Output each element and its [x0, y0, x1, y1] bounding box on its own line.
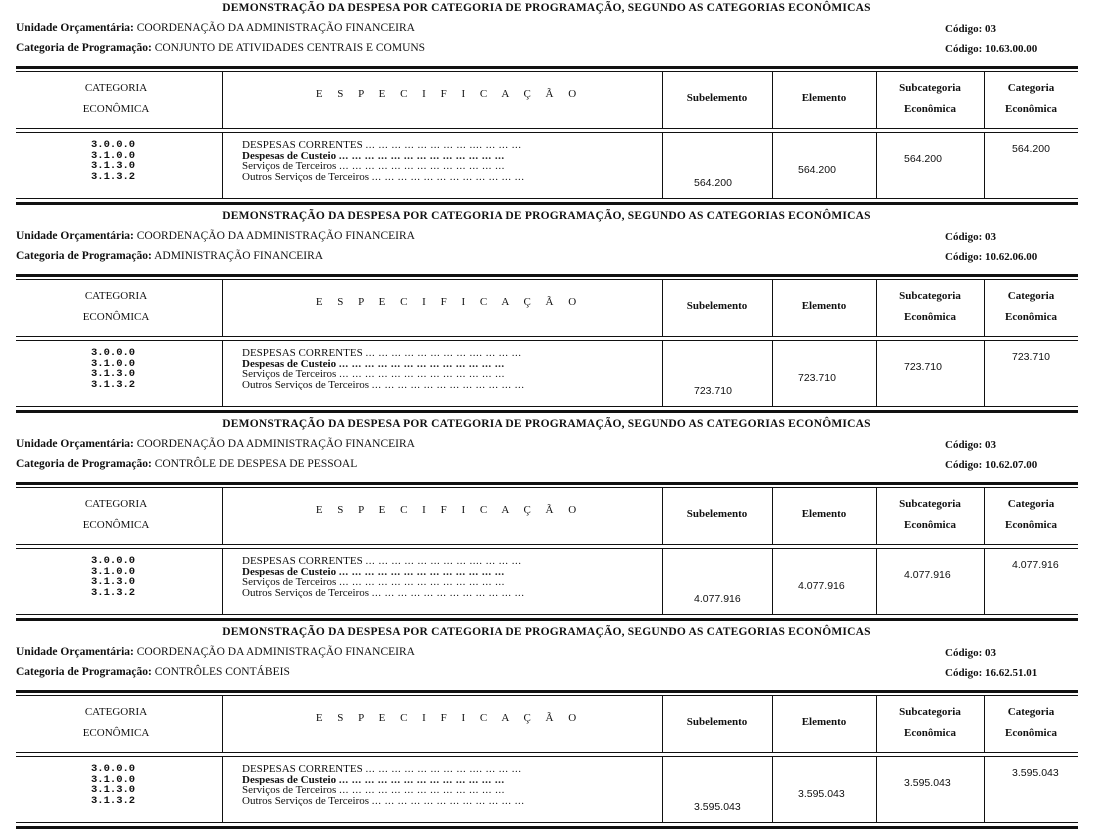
expense-table — [16, 274, 1078, 414]
budget-unit-label: Unidade Orçamentária: — [16, 22, 134, 34]
table-bottom-rule-inner — [16, 198, 1078, 199]
budget-unit-value: COORDENAÇÃO DA ADMINISTRAÇÃO FINANCEIRA — [136, 230, 415, 242]
section-title: DEMONSTRAÇÃO DA DESPESA POR CATEGORIA DE PROGRAMAÇÃO, SEGUNDO AS CATEGORIAS ECONÔMICAS — [222, 2, 871, 14]
spec-line: Outros Serviços de Terceiros ... ... ... ... ... ... ... ... ... ... ... ... — [242, 171, 525, 182]
code-cell: 3.1.3.2 — [91, 378, 136, 391]
budget-unit-value: COORDENAÇÃO DA ADMINISTRAÇÃO FINANCEIRA — [136, 22, 415, 34]
column-divider — [984, 549, 985, 614]
programming-category-value: ADMINISTRAÇÃO FINANCEIRA — [154, 250, 324, 262]
programming-category-value: CONJUNTO DE ATIVIDADES CENTRAIS E COMUNS — [154, 42, 426, 54]
header-bottom-rule-inner — [16, 132, 1078, 133]
spec-line: Outros Serviços de Terceiros ... ... ... ... ... ... ... ... ... ... ... ... — [242, 795, 525, 806]
section-title: DEMONSTRAÇÃO DA DESPESA POR CATEGORIA DE PROGRAMAÇÃO, SEGUNDO AS CATEGORIAS ECONÔMICAS — [222, 626, 871, 638]
column-divider — [984, 757, 985, 822]
column-divider — [222, 549, 223, 614]
header-bottom-rule — [16, 752, 1078, 753]
spec-line: Serviços de Terceiros ... ... ... ... ... ... ... ... ... ... ... ... ... — [242, 577, 505, 588]
header-elemento: Elemento — [801, 508, 847, 520]
programming-code — [945, 667, 1037, 679]
header-categoria-economica-value: Categoria Econômica — [1005, 290, 1057, 323]
economic-category-codes — [91, 764, 151, 806]
spec-line: Despesas de Custeio ... ... ... ... ... ... ... ... ... ... ... ... ... — [242, 774, 505, 785]
unit-code — [945, 231, 996, 243]
programming-code-value: 16.62.51.01 — [985, 667, 1038, 679]
column-divider — [772, 133, 773, 198]
elemento-value: 3.595.043 — [798, 788, 845, 800]
subcategoria-value: 4.077.916 — [904, 569, 951, 581]
code-cell: 3.1.3.2 — [91, 794, 136, 807]
programming-code-label: Código: — [945, 43, 983, 55]
table-bottom-rule — [16, 826, 1078, 829]
subelemento-value: 564.200 — [694, 177, 732, 189]
column-divider — [984, 133, 985, 198]
subcategoria-value: 723.710 — [904, 361, 942, 373]
table-top-rule-inner — [16, 71, 1078, 72]
column-divider — [222, 488, 223, 544]
column-divider — [222, 280, 223, 336]
programming-code — [945, 43, 1037, 55]
categoria-value: 564.200 — [1012, 143, 1050, 155]
specification-lines — [242, 348, 668, 390]
table-top-rule — [16, 482, 1078, 485]
programming-category-label: Categoria de Programação: — [16, 666, 152, 678]
programming-category-value: CONTRÔLES CONTÁBEIS — [154, 666, 290, 678]
header-elemento: Elemento — [801, 92, 847, 104]
programming-category-line — [16, 250, 323, 262]
header-subelemento: Subelemento — [686, 300, 748, 312]
specification-lines — [242, 556, 668, 598]
programming-category-line — [16, 666, 290, 678]
header-subcategoria-economica: Subcategoria Econômica — [899, 706, 961, 739]
spec-line: Serviços de Terceiros ... ... ... ... ... ... ... ... ... ... ... ... ... — [242, 369, 505, 380]
budget-unit-line — [16, 438, 415, 450]
section-title: DEMONSTRAÇÃO DA DESPESA POR CATEGORIA DE PROGRAMAÇÃO, SEGUNDO AS CATEGORIAS ECONÔMICAS — [222, 418, 871, 430]
header-especificacao: E S P E C I F I C A Ç Ã O — [315, 712, 583, 724]
code-cell: 3.0.0.0 — [91, 555, 136, 567]
table-bottom-rule-inner — [16, 614, 1078, 615]
header-elemento: Elemento — [801, 716, 847, 728]
code-cell: 3.1.0.0 — [91, 565, 136, 578]
budget-unit-label: Unidade Orçamentária: — [16, 646, 134, 658]
economic-category-codes — [91, 556, 151, 598]
programming-category-line — [16, 42, 425, 54]
column-divider — [772, 549, 773, 614]
programming-code-label: Código: — [945, 459, 983, 471]
programming-code — [945, 459, 1037, 471]
table-top-rule-inner — [16, 279, 1078, 280]
header-bottom-rule — [16, 544, 1078, 545]
column-divider — [876, 341, 877, 406]
spec-line: Serviços de Terceiros ... ... ... ... ... ... ... ... ... ... ... ... ... — [242, 785, 505, 796]
code-cell: 3.1.3.2 — [91, 170, 136, 183]
table-bottom-rule — [16, 410, 1078, 413]
header-categoria-economica-value: Categoria Econômica — [1005, 82, 1057, 115]
code-cell: 3.1.3.0 — [91, 576, 136, 588]
specification-lines — [242, 764, 668, 806]
unit-code-value: 03 — [985, 647, 997, 659]
header-subelemento: Subelemento — [686, 716, 748, 728]
code-cell: 3.1.3.0 — [91, 784, 136, 796]
code-cell: 3.0.0.0 — [91, 139, 136, 151]
unit-code-label: Código: — [945, 647, 983, 659]
column-divider — [876, 757, 877, 822]
header-subcategoria-economica: Subcategoria Econômica — [899, 290, 961, 323]
table-bottom-rule-inner — [16, 406, 1078, 407]
header-especificacao: E S P E C I F I C A Ç Ã O — [315, 504, 583, 516]
header-subcategoria-economica: Subcategoria Econômica — [899, 498, 961, 531]
economic-category-codes — [91, 140, 151, 182]
header-bottom-rule — [16, 128, 1078, 129]
budget-unit-value: COORDENAÇÃO DA ADMINISTRAÇÃO FINANCEIRA — [136, 646, 415, 658]
table-bottom-rule — [16, 618, 1078, 621]
code-cell: 3.1.3.0 — [91, 160, 136, 172]
code-cell: 3.1.0.0 — [91, 357, 136, 370]
subelemento-value: 723.710 — [694, 385, 732, 397]
spec-line: DESPESAS CORRENTES ... ... ... ... ... ... ... ... .... ... ... ... — [242, 140, 522, 151]
expense-table — [16, 66, 1078, 206]
unit-code-value: 03 — [985, 439, 997, 451]
expense-table — [16, 690, 1078, 830]
spec-line: DESPESAS CORRENTES ... ... ... ... ... ... ... ... .... ... ... ... — [242, 556, 522, 567]
programming-code-label: Código: — [945, 667, 983, 679]
table-top-rule — [16, 690, 1078, 693]
programming-category-line — [16, 458, 357, 470]
programming-code-value: 10.63.00.00 — [985, 43, 1038, 55]
unit-code-label: Código: — [945, 439, 983, 451]
expense-table — [16, 482, 1078, 622]
categoria-value: 723.710 — [1012, 351, 1050, 363]
unit-code-value: 03 — [985, 231, 997, 243]
header-categoria-economica-value: Categoria Econômica — [1005, 498, 1057, 531]
code-cell: 3.0.0.0 — [91, 347, 136, 359]
unit-code-value: 03 — [985, 23, 997, 35]
economic-category-codes — [91, 348, 151, 390]
budget-unit-label: Unidade Orçamentária: — [16, 438, 134, 450]
programming-code-label: Código: — [945, 251, 983, 263]
elemento-value: 4.077.916 — [798, 580, 845, 592]
subcategoria-value: 3.595.043 — [904, 777, 951, 789]
spec-line: DESPESAS CORRENTES ... ... ... ... ... ... ... ... .... ... ... ... — [242, 348, 522, 359]
table-bottom-rule-inner — [16, 822, 1078, 823]
budget-unit-label: Unidade Orçamentária: — [16, 230, 134, 242]
code-cell: 3.0.0.0 — [91, 763, 136, 775]
column-divider — [222, 757, 223, 822]
subcategoria-value: 564.200 — [904, 153, 942, 165]
spec-line: DESPESAS CORRENTES ... ... ... ... ... ... ... ... .... ... ... ... — [242, 764, 522, 775]
header-categoria-economica: CATEGORIA ECONÔMICA — [82, 498, 150, 531]
table-top-rule-inner — [16, 695, 1078, 696]
header-bottom-rule-inner — [16, 548, 1078, 549]
specification-lines — [242, 140, 668, 182]
code-cell: 3.1.0.0 — [91, 149, 136, 162]
spec-line: Despesas de Custeio ... ... ... ... ... ... ... ... ... ... ... ... ... — [242, 358, 505, 369]
column-divider — [984, 341, 985, 406]
unit-code-label: Código: — [945, 23, 983, 35]
table-bottom-rule — [16, 202, 1078, 205]
code-cell: 3.1.3.0 — [91, 368, 136, 380]
budget-unit-line — [16, 646, 415, 658]
programming-code-value: 10.62.07.00 — [985, 459, 1038, 471]
table-top-rule-inner — [16, 487, 1078, 488]
unit-code-label: Código: — [945, 231, 983, 243]
code-cell: 3.1.0.0 — [91, 773, 136, 786]
header-especificacao: E S P E C I F I C A Ç Ã O — [315, 88, 583, 100]
header-categoria-economica: CATEGORIA ECONÔMICA — [82, 290, 150, 323]
header-elemento: Elemento — [801, 300, 847, 312]
unit-code — [945, 647, 996, 659]
programming-category-label: Categoria de Programação: — [16, 458, 152, 470]
unit-code — [945, 23, 996, 35]
programming-code — [945, 251, 1037, 263]
header-subelemento: Subelemento — [686, 92, 748, 104]
unit-code — [945, 439, 996, 451]
spec-line: Outros Serviços de Terceiros ... ... ... ... ... ... ... ... ... ... ... ... — [242, 587, 525, 598]
column-divider — [222, 696, 223, 752]
subelemento-value: 4.077.916 — [694, 593, 741, 605]
code-cell: 3.1.3.2 — [91, 586, 136, 599]
spec-line: Outros Serviços de Terceiros ... ... ... ... ... ... ... ... ... ... ... ... — [242, 379, 525, 390]
budget-unit-line — [16, 22, 415, 34]
categoria-value: 3.595.043 — [1012, 767, 1059, 779]
column-divider — [222, 341, 223, 406]
column-divider — [876, 133, 877, 198]
header-bottom-rule — [16, 336, 1078, 337]
categoria-value: 4.077.916 — [1012, 559, 1059, 571]
spec-line: Despesas de Custeio ... ... ... ... ... ... ... ... ... ... ... ... ... — [242, 566, 505, 577]
programming-category-value: CONTRÔLE DE DESPESA DE PESSOAL — [154, 458, 358, 470]
header-subcategoria-economica: Subcategoria Econômica — [899, 82, 961, 115]
programming-code-value: 10.62.06.00 — [985, 251, 1038, 263]
header-categoria-economica: CATEGORIA ECONÔMICA — [82, 706, 150, 739]
column-divider — [772, 341, 773, 406]
spec-line: Despesas de Custeio ... ... ... ... ... ... ... ... ... ... ... ... ... — [242, 150, 505, 161]
column-divider — [222, 72, 223, 128]
header-bottom-rule-inner — [16, 340, 1078, 341]
elemento-value: 723.710 — [798, 372, 836, 384]
header-subelemento: Subelemento — [686, 508, 748, 520]
budget-unit-value: COORDENAÇÃO DA ADMINISTRAÇÃO FINANCEIRA — [136, 438, 415, 450]
column-divider — [772, 757, 773, 822]
header-bottom-rule-inner — [16, 756, 1078, 757]
budget-unit-line — [16, 230, 415, 242]
column-divider — [222, 133, 223, 198]
spec-line: Serviços de Terceiros ... ... ... ... ... ... ... ... ... ... ... ... ... — [242, 161, 505, 172]
table-top-rule — [16, 66, 1078, 69]
elemento-value: 564.200 — [798, 164, 836, 176]
programming-category-label: Categoria de Programação: — [16, 42, 152, 54]
table-top-rule — [16, 274, 1078, 277]
section-title: DEMONSTRAÇÃO DA DESPESA POR CATEGORIA DE PROGRAMAÇÃO, SEGUNDO AS CATEGORIAS ECONÔMICAS — [222, 210, 871, 222]
header-categoria-economica: CATEGORIA ECONÔMICA — [82, 82, 150, 115]
subelemento-value: 3.595.043 — [694, 801, 741, 813]
header-especificacao: E S P E C I F I C A Ç Ã O — [315, 296, 583, 308]
column-divider — [876, 549, 877, 614]
programming-category-label: Categoria de Programação: — [16, 250, 152, 262]
header-categoria-economica-value: Categoria Econômica — [1005, 706, 1057, 739]
